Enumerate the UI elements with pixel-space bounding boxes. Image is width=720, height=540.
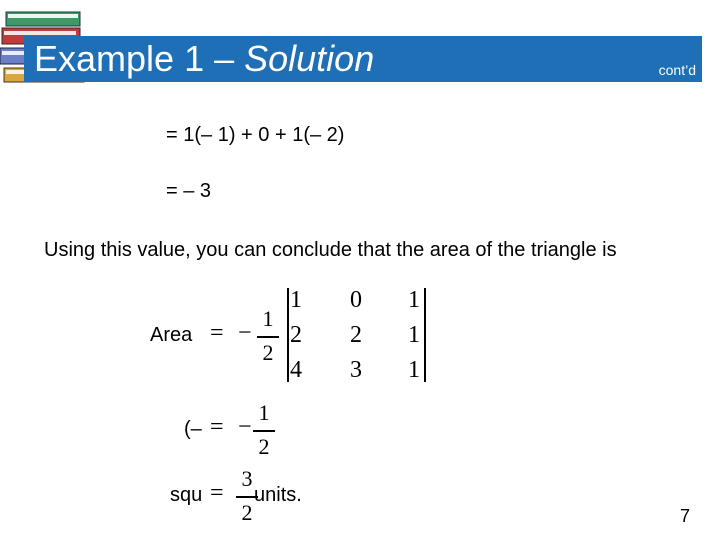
matrix-cell: 1 [408, 287, 420, 313]
matrix-cell: 1 [290, 287, 302, 313]
fraction-1-bar [257, 336, 279, 338]
matrix-cell: 2 [350, 322, 362, 348]
matrix-cell: 3 [350, 357, 362, 383]
squ-fragment: squ [170, 484, 203, 506]
units-fragment: units. [254, 484, 302, 506]
fraction-1-denominator: 2 [262, 340, 274, 365]
equation-line-1: = 1(– 1) + 0 + 1(– 2) [166, 124, 345, 146]
continued-label: cont’d [658, 62, 696, 78]
paren-fragment: (– [184, 418, 202, 440]
slide-title [34, 38, 374, 80]
equals-sign-1: = [210, 320, 224, 346]
matrix-cell: 4 [290, 357, 302, 383]
matrix-cell: 0 [350, 287, 362, 313]
title-bar [24, 36, 702, 82]
fraction-2-denominator: 2 [258, 434, 270, 459]
minus-sign-2: − [238, 414, 252, 440]
title-main: Example 1 – [34, 38, 245, 79]
matrix-cell: 1 [408, 322, 420, 348]
equals-sign-3: = [210, 480, 224, 506]
determinant-right-bar [424, 288, 426, 382]
title-italic: Solution [244, 38, 375, 79]
matrix-cell: 1 [408, 357, 420, 383]
fraction-2-bar [253, 430, 275, 432]
fraction-2-numerator: 1 [258, 400, 270, 425]
fraction-3-numerator: 3 [241, 466, 253, 491]
equation-line-2: = – 3 [166, 180, 212, 202]
page-number: 7 [679, 506, 690, 526]
fraction-1-numerator: 1 [262, 306, 274, 331]
area-label: Area [150, 324, 193, 346]
conclusion-paragraph: Using this value, you can conclude that the area of the triangle is [44, 239, 617, 261]
matrix-cell: 2 [290, 322, 302, 348]
determinant-left-bar [287, 288, 289, 382]
minus-sign-1: − [238, 320, 252, 346]
fraction-3-denominator: 2 [241, 500, 253, 525]
equals-sign-2: = [210, 414, 224, 440]
